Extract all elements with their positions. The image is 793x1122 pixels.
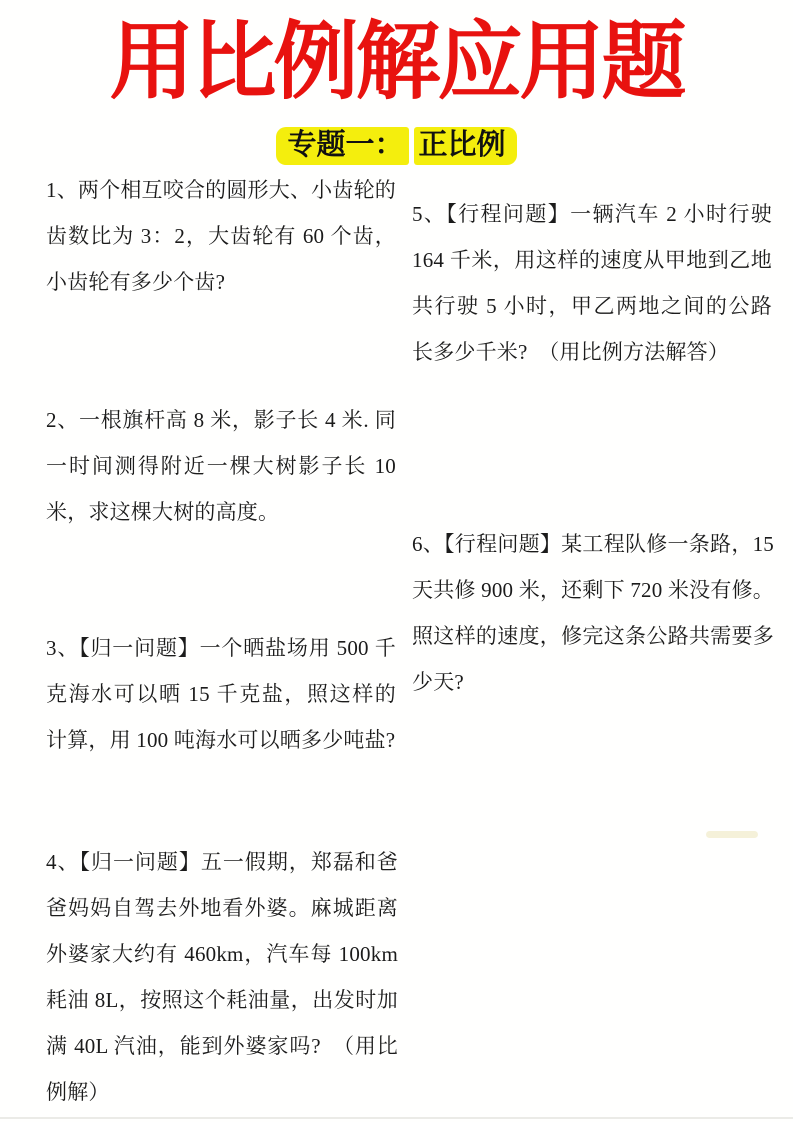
page-subtitle (0, 126, 793, 165)
page-title: 用比例解应用题 (109, 16, 684, 110)
problem-6-road-repair: 6、【行程问题】某工程队修一条路，15 天共修 900 米，还剩下 720 米没有修。照这样的速度，修完这条公路共需要多少天? (412, 532, 774, 694)
problem-1-gear-ratio: 1、两个相互咬合的圆形大、小齿轮的齿数比为 3：2，大齿轮有 60 个齿，小齿轮有多少个齿? (46, 178, 396, 294)
subtitle-topic-label: 专题一： (276, 127, 408, 165)
problem-5-car-distance: 5、【行程问题】一辆汽车 2 小时行驶 164 千米，用这样的速度从甲地到乙地共行驶 5 小时，甲乙两地之间的公路长多少千米? （用比例方法解答） (412, 202, 772, 364)
problem-4-fuel-trip: 4、【归一问题】五一假期，郑磊和爸爸妈妈自驾去外地看外婆。麻城距离外婆家大约有 460km，汽车每 100km 耗油 8L，按照这个耗油量，出发时加满 40L 汽油，能到外婆家吗? （用比例解） (46, 850, 398, 1104)
subtitle-topic-value: 正比例 (414, 127, 517, 165)
problem-2-flagpole-shadow: 2、一根旗杆高 8 米，影子长 4 米. 同一时间测得附近一棵大树影子长 10 米，求这棵大树的高度。 (46, 408, 396, 524)
problem-3-salt-field: 3、【归一问题】一个晒盐场用 500 千克海水可以晒 15 千克盐，照这样的计算，用 100 吨海水可以晒多少吨盐? (46, 636, 396, 752)
page-bottom-edge (0, 1117, 793, 1119)
scan-smudge-artifact (706, 831, 758, 838)
